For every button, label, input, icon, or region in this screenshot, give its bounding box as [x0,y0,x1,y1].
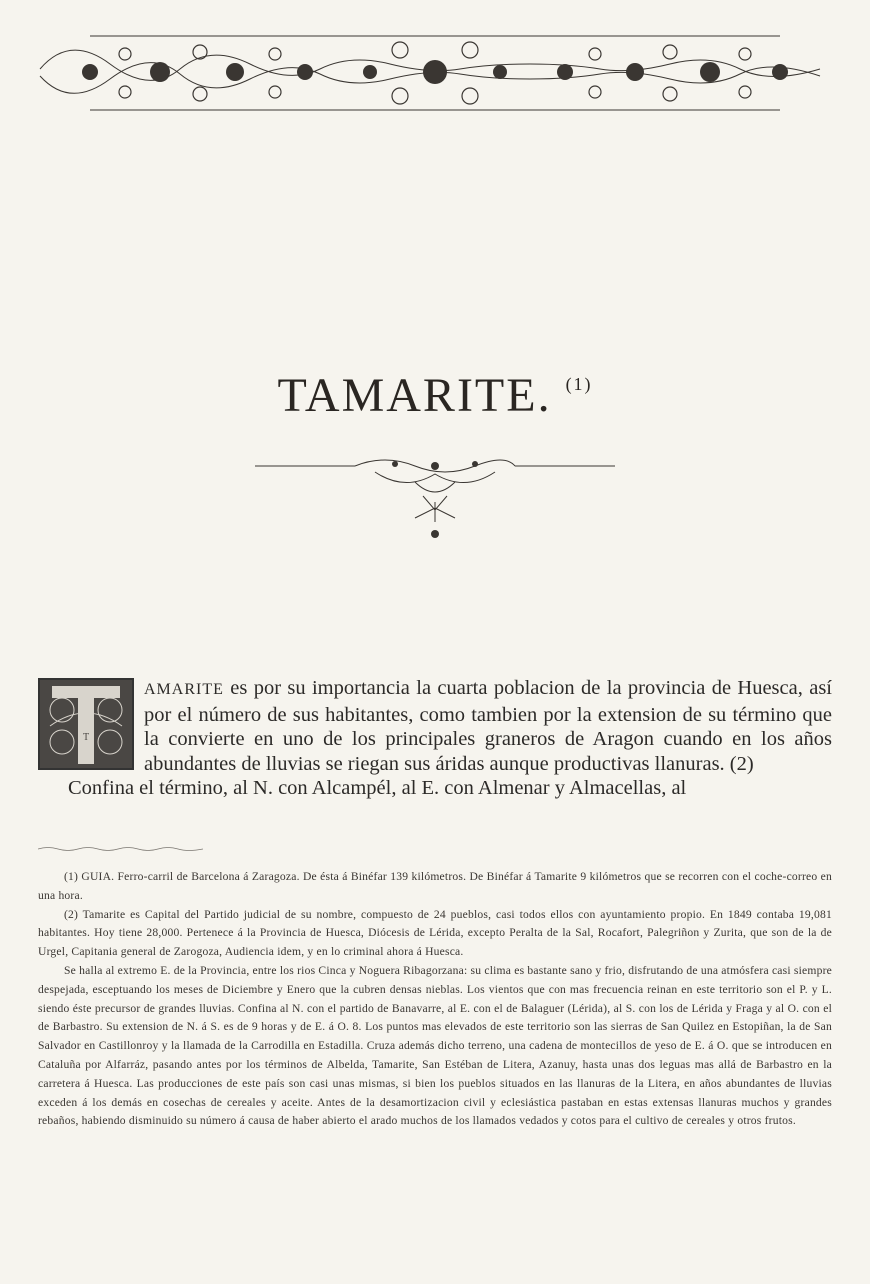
paragraph-2: Confina el término, al N. con Alcampél, al E. con Almenar y Almacellas, al [68,777,687,799]
footnote-2: (2) Tamarite es Capital del Partido judicial de su nombre, compuesto de 24 pueblos, casi todos ellos con ayuntamiento propio. En 1849 contaba 19,081 habitantes. Hoy tiene 28,000. Pertenece á la Provincia de Huesca, Diócesis de Lérida, excepto Peralta de la Sal, Rocafort, Palegriñon y Zurita, que son de la de Urgel, Capitania general de Zarogoza, Audiencia idem, y en lo criminal ahora á Huesca. [38,907,832,959]
footnotes [38,868,832,1131]
header-ornament [30,14,840,124]
drop-cap-ornament [40,680,132,768]
paragraph-1: es por su importancia la cuarta poblacion de la provincia de Huesca, así por el número de sus habitantes, como tambien por la extension de su término que la convierte en uno de los principales graneros de Aragon cuando en los años abundantes de lluvias se riegan sus áridas aunque productivas llanuras. (2) [144,677,832,775]
title-text: TAMARITE. [277,369,552,422]
title-ornament [255,452,615,542]
svg-text:T: T [82,732,90,743]
lead-word: AMARITE [144,681,224,698]
footnote-2-continued: Se halla al extremo E. de la Provincia, entre los rios Cinca y Noguera Ribagorzana: su clima es bastante sano y frio, disfrutando de una atmósfera casi siempre despejada, esceptuando los meses de Diciembre y Enero que la cubren densas nieblas. Los vientos que con mas frecuencia reinan en este territorio son el P. y L. siendo éste precursor de grandes lluvias. Confina al N. con el partido de Banavarre, al E. con el de Balaguer (Lérida), al S. con los de Lérida y Fraga y al O. con el de Barbastro. Su extension de N. á S. es de 9 horas y de E. á O. 8. Los puntos mas elevados de este territorio son las sierras de San Quilez en Estopiñan, la de San Salvador en Castillonroy y la llamada de la Carrodilla en Estadilla. Cruza además dicho terreno, una cadena de montecillos de yeso de E. á O. que se introducen en Cataluña por Alfarráz, pasando antes por los términos de Albelda, Tamarite, San Estéban de Litera, Azanuy, hasta unas dos leguas mas allá de Barbastro en la carretera á Huesca. Las producciones de este país son casi unas mismas, si bien los pueblos situados en las llanuras de la Litera, en años abundantes de lluvias exceden á los demás en cosechas de cereales y aceite. Antes de la desamortizacion civil y eclesiástica pastaban en estas extensas llanuras muchos y grandes rebaños, habiendo disminuido su número á causa de haber abierto el arado muchos de los llamados vedados y cotos para el cultivo de cereales y otros frutos. [38,963,832,1128]
page-title [0,368,870,423]
footnote-rule [38,846,203,852]
title-footnote-marker: (1) [565,374,593,394]
drop-cap [38,678,134,770]
main-text [38,676,832,801]
footnote-1: (1) GUIA. Ferro-carril de Barcelona á Zaragoza. De ésta á Binéfar 139 kilómetros. De Binéfar á Tamarite 9 kilómetros que se recorren con el coche-correo en una hora. [38,870,832,902]
